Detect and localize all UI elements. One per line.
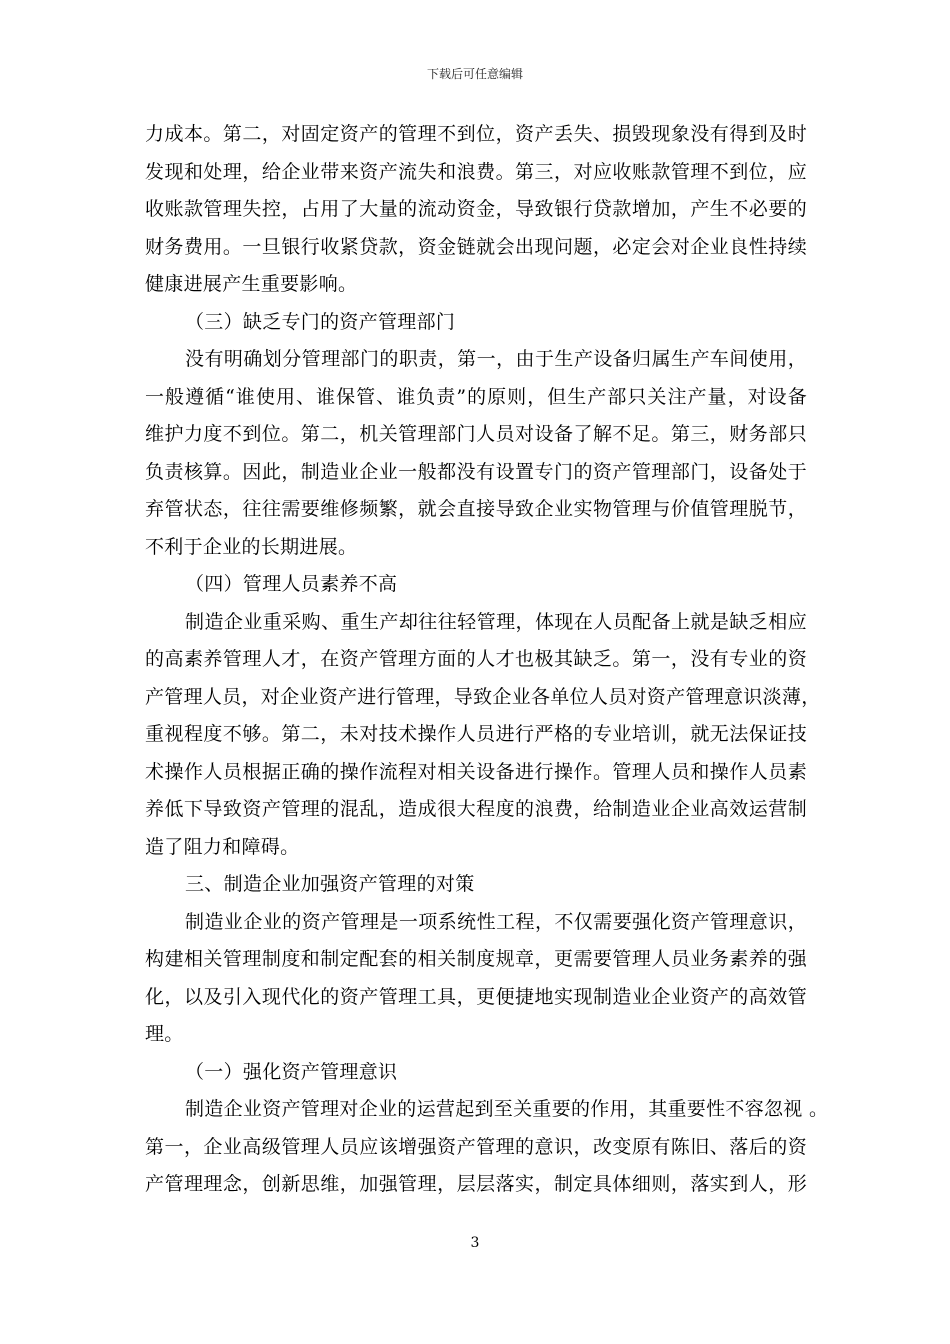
body-line: 一般遵循“谁使用、谁保管、谁负责”的原则，但生产部只关注产量，对设备 bbox=[145, 385, 807, 408]
body-line: 理。 bbox=[145, 1023, 184, 1045]
body-line: 收账款管理失控，占用了大量的流动资金，导致银行贷款增加，产生不必要的 bbox=[145, 198, 807, 220]
body-line: 的高素养管理人才，在资产管理方面的人才也极其缺乏。第一，没有专业的资 bbox=[145, 648, 807, 670]
body-line: 产管理理念，创新思维，加强管理，层层落实，制定具体细则，落实到人，形 bbox=[145, 1173, 807, 1195]
page-number: 3 bbox=[470, 1235, 480, 1251]
body-line: 弃管状态，往往需要维修频繁，就会直接导致企业实物管理与价值管理脱节， bbox=[145, 498, 807, 520]
body-line: 化，以及引入现代化的资产管理工具，更便捷地实现制造业企业资产的高效管 bbox=[145, 985, 807, 1008]
body-line: 产管理人员，对企业资产进行管理，导致企业各单位人员对资产管理意识淡薄， bbox=[145, 685, 821, 708]
section-heading: （一）强化资产管理意识 bbox=[185, 1060, 398, 1083]
body-line: 制造业企业的资产管理是一项系统性工程，不仅需要强化资产管理意识， bbox=[185, 910, 807, 933]
body-line: 制造企业资产管理对企业的运营起到至关重要的作用，其重要性不容忽视 。 bbox=[185, 1098, 829, 1120]
section-heading: （四）管理人员素养不高 bbox=[185, 573, 398, 595]
body-line: 负责核算。因此，制造业企业一般都没有设置专门的资产管理部门，设备处于 bbox=[145, 460, 807, 483]
body-line: 财务费用。一旦银行收紧贷款，资金链就会出现问题，必定会对企业良性持续 bbox=[145, 235, 807, 258]
body-line: 构建相关管理制度和制定配套的相关制度规章，更需要管理人员业务素养的强 bbox=[145, 948, 807, 970]
section-heading: 三、制造企业加强资产管理的对策 bbox=[185, 873, 475, 895]
body-line: 不利于企业的长期进展。 bbox=[145, 535, 358, 558]
section-heading: （三）缺乏专门的资产管理部门 bbox=[185, 310, 456, 333]
body-line: 造了阻力和障碍。 bbox=[145, 835, 300, 858]
body-line: 第一，企业高级管理人员应该增强资产管理的意识，改变原有陈旧、落后的资 bbox=[145, 1135, 807, 1158]
body-line: 健康进展产生重要影响。 bbox=[145, 273, 358, 295]
document-body bbox=[145, 116, 829, 1204]
body-line: 发现和处理，给企业带来资产流失和浪费。第三，对应收账款管理不到位，应 bbox=[145, 160, 807, 183]
body-line: 制造企业重采购、重生产却往往轻管理，体现在人员配备上就是缺乏相应 bbox=[185, 610, 807, 633]
body-line: 术操作人员根据正确的操作流程对相关设备进行操作。管理人员和操作人员素 bbox=[145, 760, 807, 783]
body-line: 维护力度不到位。第二，机关管理部门人员对设备了解不足。第三，财务部只 bbox=[145, 423, 807, 445]
body-line: 养低下导致资产管理的混乱，造成很大程度的浪费，给制造业企业高效运营制 bbox=[145, 798, 807, 820]
page-header: 下载后可任意编辑 bbox=[426, 67, 523, 81]
body-line: 重视程度不够。第二，未对技术操作人员进行严格的专业培训，就无法保证技 bbox=[145, 723, 807, 745]
body-line: 没有明确划分管理部门的职责，第一，由于生产设备归属生产车间使用， bbox=[185, 348, 807, 370]
body-line: 力成本。第二，对固定资产的管理不到位，资产丢失、损毁现象没有得到及时 bbox=[145, 123, 807, 145]
